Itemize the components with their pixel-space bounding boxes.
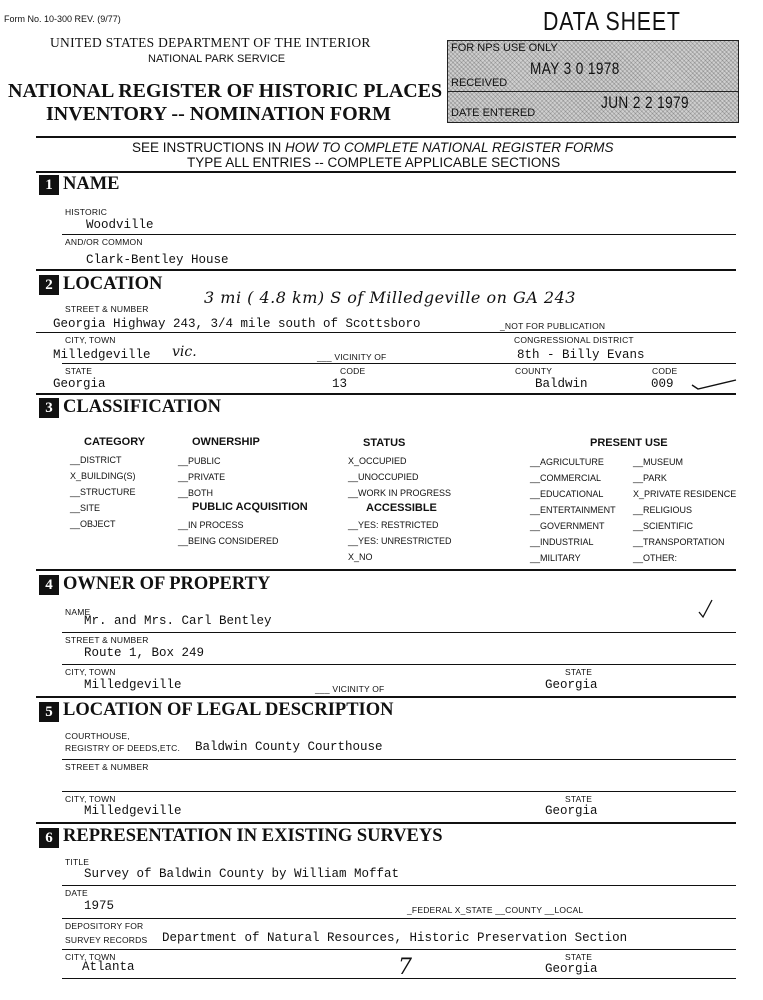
- section-5-number: 5: [39, 702, 59, 722]
- checkmark-icon: [690, 376, 740, 392]
- owner-street-label: STREET & NUMBER: [65, 635, 149, 645]
- owner-city[interactable]: Milledgeville: [84, 678, 182, 692]
- courthouse-label: COURTHOUSE,: [65, 731, 130, 741]
- depository-city-label: CITY, TOWN: [65, 952, 116, 962]
- accessible-no[interactable]: X_NO: [348, 552, 373, 562]
- instructions-line1: SEE INSTRUCTIONS IN HOW TO COMPLETE NATIONAL REGISTER FORMS: [132, 140, 614, 155]
- use-military[interactable]: __MILITARY: [530, 553, 581, 563]
- department-name: UNITED STATES DEPARTMENT OF THE INTERIOR: [50, 35, 371, 50]
- survey-date[interactable]: 1975: [84, 899, 115, 913]
- state-code[interactable]: 13: [332, 377, 348, 391]
- section-1-title: NAME: [63, 174, 120, 194]
- section-3-title: CLASSIFICATION: [63, 397, 221, 417]
- accessible-unrestricted[interactable]: __YES: UNRESTRICTED: [348, 536, 452, 546]
- use-scientific[interactable]: __SCIENTIFIC: [633, 521, 694, 531]
- survey-title-label: TITLE: [65, 857, 90, 867]
- status-work-in-progress[interactable]: __WORK IN PROGRESS: [348, 488, 452, 498]
- location-state-label: STATE: [65, 366, 93, 376]
- survey-level-options[interactable]: _FEDERAL X_STATE __COUNTY __LOCAL: [407, 905, 584, 915]
- use-industrial[interactable]: __INDUSTRIAL: [530, 537, 594, 547]
- received-label: RECEIVED: [451, 77, 508, 89]
- handwritten-location-note: 3 mi ( 4.8 km) S of Milledgeville on GA 243: [204, 288, 576, 307]
- congressional-label: CONGRESSIONAL DISTRICT: [514, 335, 634, 345]
- survey-date-label: DATE: [65, 888, 88, 898]
- section-6-title: REPRESENTATION IN EXISTING SURVEYS: [63, 826, 443, 846]
- depository-state[interactable]: Georgia: [545, 962, 598, 976]
- not-for-publication[interactable]: _NOT FOR PUBLICATION: [500, 321, 606, 331]
- ownership-private[interactable]: __PRIVATE: [178, 472, 226, 482]
- legal-street-label: STREET & NUMBER: [65, 762, 149, 772]
- location-street-label: STREET & NUMBER: [65, 304, 149, 314]
- owner-state-label: STATE: [565, 667, 593, 677]
- historic-label: HISTORIC: [65, 207, 108, 217]
- public-acquisition-header: PUBLIC ACQUISITION: [192, 501, 308, 513]
- location-state[interactable]: Georgia: [53, 377, 106, 391]
- registry-of-deeds[interactable]: Baldwin County Courthouse: [195, 740, 383, 754]
- instructions-line2: TYPE ALL ENTRIES -- COMPLETE APPLICABLE SECTIONS: [187, 155, 561, 170]
- owner-state[interactable]: Georgia: [545, 678, 598, 692]
- section-4-number: 4: [39, 575, 59, 595]
- use-transportation[interactable]: __TRANSPORTATION: [633, 537, 725, 547]
- location-vicinity[interactable]: ___ VICINITY OF: [317, 352, 387, 362]
- congressional-district[interactable]: 8th - Billy Evans: [517, 348, 645, 362]
- ownership-public[interactable]: __PUBLIC: [178, 456, 221, 466]
- status-occupied[interactable]: X_OCCUPIED: [348, 456, 407, 466]
- section-2-number: 2: [39, 275, 59, 295]
- category-building[interactable]: X_BUILDING(S): [70, 471, 136, 481]
- registry-label: REGISTRY OF DEEDS,ETC.: [65, 743, 181, 753]
- depository-city[interactable]: Atlanta: [82, 960, 135, 974]
- received-date: MAY 3 0 1978: [530, 59, 620, 78]
- depository[interactable]: Department of Natural Resources, Historic Preservation Section: [162, 931, 628, 945]
- depository-state-label: STATE: [565, 952, 593, 962]
- use-museum[interactable]: __MUSEUM: [633, 457, 684, 467]
- section-1-number: 1: [39, 175, 59, 195]
- use-entertainment[interactable]: __ENTERTAINMENT: [530, 505, 616, 515]
- use-agriculture[interactable]: __AGRICULTURE: [530, 457, 604, 467]
- section-4-title: OWNER OF PROPERTY: [63, 574, 271, 594]
- owner-name[interactable]: Mr. and Mrs. Carl Bentley: [84, 614, 272, 628]
- use-commercial[interactable]: __COMMERCIAL: [530, 473, 602, 483]
- depository-label-line1: DEPOSITORY FOR: [65, 921, 144, 931]
- category-structure[interactable]: __STRUCTURE: [70, 487, 136, 497]
- date-entered-label: DATE ENTERED: [451, 107, 536, 119]
- location-city[interactable]: Milledgeville: [53, 348, 151, 362]
- section-3-number: 3: [39, 398, 59, 418]
- historic-name[interactable]: Woodville: [86, 218, 154, 232]
- data-sheet-label: DATA SHEET: [543, 6, 681, 36]
- present-use-header: PRESENT USE: [590, 437, 668, 449]
- service-name: NATIONAL PARK SERVICE: [148, 53, 286, 65]
- owner-city-label: CITY, TOWN: [65, 667, 116, 677]
- use-educational[interactable]: __EDUCATIONAL: [530, 489, 604, 499]
- owner-vicinity[interactable]: ___ VICINITY OF: [315, 684, 385, 694]
- county-code-label: CODE: [652, 366, 678, 376]
- location-city-label: CITY, TOWN: [65, 335, 116, 345]
- use-other[interactable]: __OTHER:: [633, 553, 678, 563]
- common-label: AND/OR COMMON: [65, 237, 143, 247]
- category-object[interactable]: __OBJECT: [70, 519, 116, 529]
- county[interactable]: Baldwin: [535, 377, 588, 391]
- county-code[interactable]: 009: [651, 377, 674, 391]
- accessible-header: ACCESSIBLE: [366, 502, 437, 514]
- nps-use-label: FOR NPS USE ONLY: [451, 42, 558, 54]
- depository-label-line2: SURVEY RECORDS: [65, 935, 148, 945]
- owner-name-label: NAME: [65, 607, 91, 617]
- status-unoccupied[interactable]: __UNOCCUPIED: [348, 472, 419, 482]
- accessible-restricted[interactable]: __YES: RESTRICTED: [348, 520, 439, 530]
- location-street[interactable]: Georgia Highway 243, 3/4 mile south of Scottsboro: [53, 317, 421, 331]
- use-government[interactable]: __GOVERNMENT: [530, 521, 605, 531]
- use-religious[interactable]: __RELIGIOUS: [633, 505, 693, 515]
- checkmark-icon: [697, 598, 715, 620]
- county-label: COUNTY: [515, 366, 553, 376]
- legal-state[interactable]: Georgia: [545, 804, 598, 818]
- category-site[interactable]: __SITE: [70, 503, 101, 513]
- legal-city[interactable]: Milledgeville: [84, 804, 182, 818]
- nps-use-box: [447, 40, 739, 123]
- ownership-header: OWNERSHIP: [192, 436, 260, 448]
- status-header: STATUS: [363, 437, 406, 449]
- category-header: CATEGORY: [84, 436, 146, 448]
- form-title-line1: NATIONAL REGISTER OF HISTORIC PLACES: [8, 80, 443, 102]
- state-code-label: CODE: [340, 366, 366, 376]
- survey-title[interactable]: Survey of Baldwin County by William Moffat: [84, 867, 400, 881]
- section-2-title: LOCATION: [63, 274, 163, 294]
- legal-state-label: STATE: [565, 794, 593, 804]
- handwritten-page-mark: 7: [398, 955, 412, 980]
- category-district[interactable]: __DISTRICT: [70, 455, 122, 465]
- owner-street[interactable]: Route 1, Box 249: [84, 646, 205, 660]
- ownership-both[interactable]: __BOTH: [178, 488, 214, 498]
- common-name[interactable]: Clark-Bentley House: [86, 253, 229, 267]
- use-park[interactable]: __PARK: [633, 473, 667, 483]
- use-private-residence[interactable]: X_PRIVATE RESIDENCE: [633, 489, 737, 499]
- acquisition-in-process[interactable]: __IN PROCESS: [178, 520, 244, 530]
- handwritten-vicinity-note: vic.: [172, 344, 197, 360]
- date-entered: JUN 2 2 1979: [601, 93, 689, 112]
- section-6-number: 6: [39, 828, 59, 848]
- section-5-title: LOCATION OF LEGAL DESCRIPTION: [63, 700, 394, 720]
- legal-city-label: CITY, TOWN: [65, 794, 116, 804]
- form-number: Form No. 10-300 REV. (9/77): [4, 14, 121, 24]
- form-title-line2: INVENTORY -- NOMINATION FORM: [46, 103, 392, 125]
- acquisition-being-considered[interactable]: __BEING CONSIDERED: [178, 536, 279, 546]
